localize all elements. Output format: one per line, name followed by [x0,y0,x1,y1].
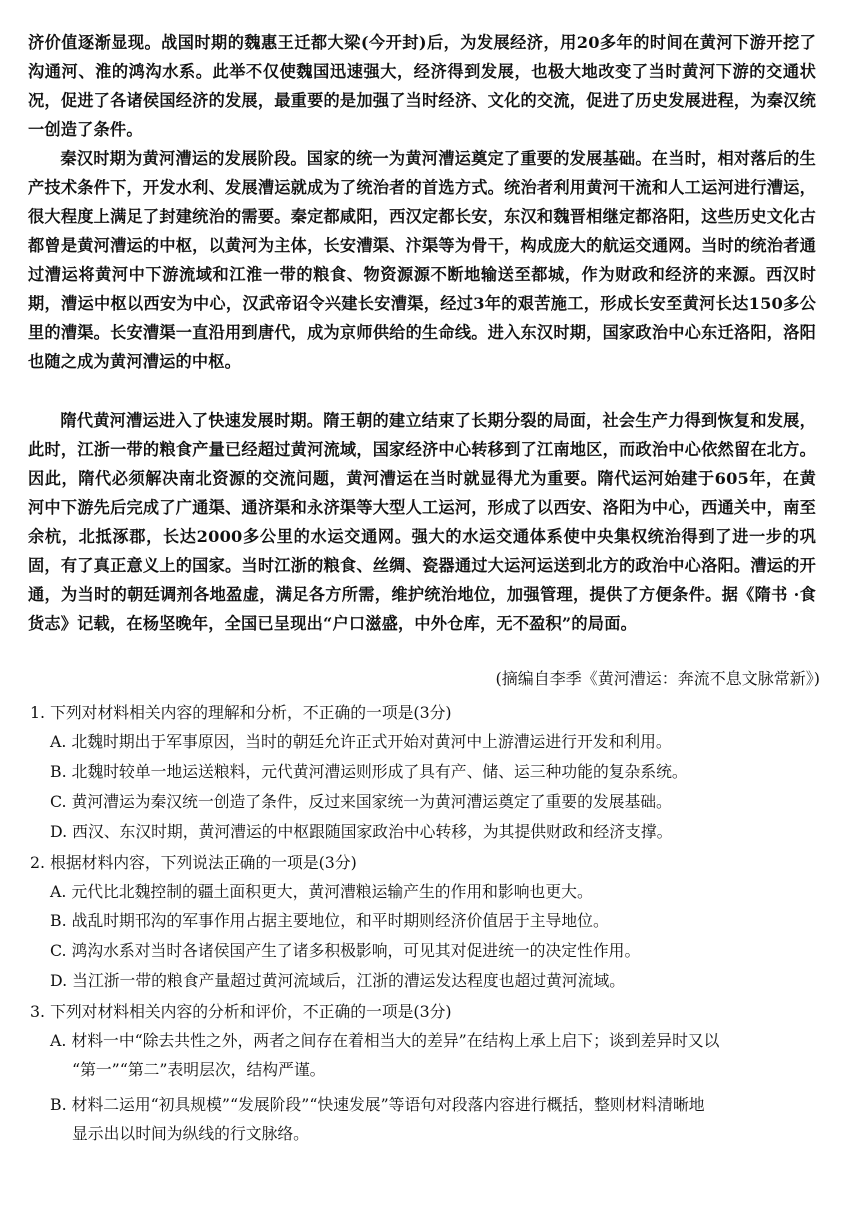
paragraph-continuation: 济价值逐渐显现。战国时期的魏惠王迁都大梁(今开封)后，为发展经济，用20多年的时间在黄河下游开挖了沟通河、淮的鸿沟水系。此举不仅使魏国迅速强大，经济得到发展，也极大地改变了当时黄河下游的交通状况，促进了各诸侯国经济的发展，最重要的是加强了当时经济、文化的交流，促进了历史发展进程，为秦汉统一创造了条件。 [28,33,816,139]
question-3-stem: 3. 下列对材料相关内容的分析和评价，不正确的一项是(3分) [30,1002,452,1021]
question-2-option-b: B. 战乱时期邗沟的军事作用占据主要地位，和平时期则经济价值居于主导地位。 [50,911,609,930]
question-1-stem: 1. 下列对材料相关内容的理解和分析，不正确的一项是(3分) [30,703,452,722]
source-citation: (摘编自李季《黄河漕运：奔流不息文脉常新》) [495,669,820,688]
question-2-option-c: C. 鸿沟水系对当时各诸侯国产生了诸多积极影响，可见其对促进统一的决定性作用。 [50,941,641,960]
question-3-option-a-line1: A. 材料一中“除去共性之外，两者之间存在着相当大的差异”在结构上承上启下；谈到差异时又以 [50,1031,720,1050]
question-1-option-a: A. 北魏时期出于军事原因，当时的朝廷允许正式开始对黄河中上游漕运进行开发和利用。 [50,732,672,751]
question-3-option-a-line2: “第一”“第二”表明层次，结构严谨。 [72,1060,326,1079]
question-2-option-a: A. 元代比北魏控制的疆土面积更大，黄河漕粮运输产生的作用和影响也更大。 [50,882,593,901]
question-3-option-a [50,1026,816,1084]
paragraph-qinhan: 秦汉时期为黄河漕运的发展阶段。国家的统一为黄河漕运奠定了重要的发展基础。在当时，相对落后的生产技术条件下，开发水利、发展漕运就成为了统治者的首选方式。统治者利用黄河干流和人工运河进行漕运，很大程度上满足了封建统治的需要。秦定都咸阳，西汉定都长安，东汉和魏晋相继定都洛阳，这些历史文化古都曾是黄河漕运的中枢，以黄河为主体，长安漕渠、汴渠等为骨干，构成庞大的航运交通网。当时的统治者通过漕运将黄河中下游流域和江淮一带的粮食、物资源源不断地输送至都城，作为财政和经济的来源。西汉时期，漕运中枢以西安为中心，汉武帝诏令兴建长安漕渠，经过3年的艰苦施工，形成长安至黄河长达150多公里的漕渠。长安漕渠一直沿用到唐代，成为京师供给的生命线。进入东汉时期，国家政治中心东迁洛阳，洛阳也随之成为黄河漕运的中枢。 [28,149,816,371]
question-3-option-b-line2: 显示出以时间为纵线的行文脉络。 [72,1124,309,1143]
question-2-option-d: D. 当江浙一带的粮食产量超过黄河流域后，江浙的漕运发达程度也超过黄河流域。 [50,971,626,990]
question-3-option-b [50,1090,816,1148]
question-2-stem: 2. 根据材料内容，下列说法正确的一项是(3分) [30,853,357,872]
question-3-option-b-line1: B. 材料二运用“初具规模”“发展阶段”“快速发展”等语句对段落内容进行概括，整则材料清晰地 [50,1095,705,1114]
question-1-option-d: D. 西汉、东汉时期，黄河漕运的中枢跟随国家政治中心转移，为其提供财政和经济支撑。 [50,822,673,841]
question-1-option-b: B. 北魏时较单一地运送粮料，元代黄河漕运则形成了具有产、储、运三种功能的复杂系统。 [50,762,688,781]
question-1-option-c: C. 黄河漕运为秦汉统一创造了条件，反过来国家统一为黄河漕运奠定了重要的发展基础。 [50,792,672,811]
paragraph-sui: 隋代黄河漕运进入了快速发展时期。隋王朝的建立结束了长期分裂的局面，社会生产力得到恢复和发展，此时，江浙一带的粮食产量已经超过黄河流域，国家经济中心转移到了江南地区，而政治中心依然留在北方。因此，隋代必须解决南北资源的交流问题，黄河漕运在当时就显得尤为重要。隋代运河始建于605年，在黄河中下游先后完成了广通渠、通济渠和永济渠等大型人工运河，形成了以西安、洛阳为中心，西通关中，南至余杭，北抵涿郡，长达2000多公里的水运交通网。强大的水运交通体系使中央集权统治得到了进一步的巩固，有了真正意义上的国家。当时江浙的粮食、丝绸、瓷器通过大运河运送到北方的政治中心洛阳。漕运的开通，为当时的朝廷调剂各地盈虚，满足各方所需，维护统治地位，加强管理，提供了方便条件。据《隋书 ·食货志》记载，在杨坚晚年，全国已呈现出“户口滋盛，中外仓库，无不盈积”的局面。 [28,411,816,633]
